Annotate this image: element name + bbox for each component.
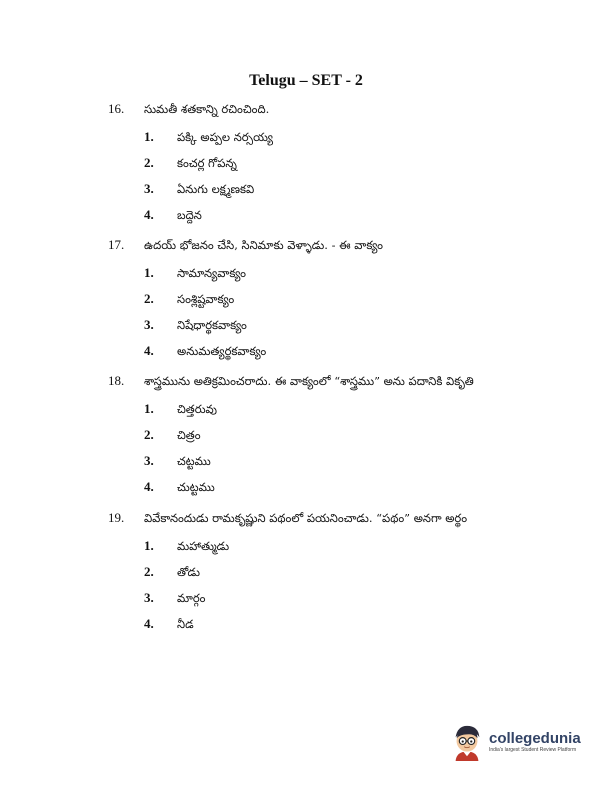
- question-16: [108, 101, 548, 233]
- option-number: 1.: [144, 129, 154, 144]
- option-text: చిత్రం: [177, 428, 201, 442]
- option: [108, 265, 548, 291]
- option-number: 3.: [144, 181, 154, 196]
- option: [108, 616, 548, 642]
- option: [108, 427, 548, 453]
- option: [108, 207, 548, 233]
- option: [108, 291, 548, 317]
- option: [108, 564, 548, 590]
- option-number: 4.: [144, 479, 154, 494]
- option-text: నీడ: [177, 617, 194, 631]
- question-number: 17.: [108, 237, 125, 252]
- option-number: 3.: [144, 317, 154, 332]
- option-text: సామాన్యవాక్యం: [177, 266, 246, 280]
- option-text: తోడు: [177, 565, 200, 579]
- option-text: సంశ్లిష్టవాక్యం: [177, 292, 235, 306]
- question-number: 16.: [108, 101, 125, 116]
- logo-name: collegedunia: [489, 729, 581, 747]
- option-number: 4.: [144, 207, 154, 222]
- option-number: 1.: [144, 538, 154, 553]
- question-18: [108, 373, 548, 505]
- question-number: 18.: [108, 373, 125, 388]
- option-text: మార్గం: [177, 591, 206, 605]
- option-number: 1.: [144, 401, 154, 416]
- option: [108, 538, 548, 564]
- question-text: శాస్త్రమును అతిక్రమించరాదు. ఈ వాక్యంలో “శాస్త్రము” అను పదానికి వికృతి: [144, 374, 474, 388]
- question-number: 19.: [108, 510, 125, 525]
- question-17: [108, 237, 548, 369]
- option: [108, 479, 548, 505]
- option-number: 3.: [144, 453, 154, 468]
- option-text: చట్టము: [177, 454, 211, 468]
- option: [108, 155, 548, 181]
- collegedunia-logo: [448, 720, 581, 764]
- option-text: అనుమత్యర్థకవాక్యం: [177, 344, 267, 358]
- option: [108, 129, 548, 155]
- option-number: 2.: [144, 427, 154, 442]
- option-text: పక్కి అప్పల నర్సయ్య: [177, 130, 273, 144]
- option: [108, 401, 548, 427]
- option-number: 4.: [144, 616, 154, 631]
- question-text: సుమతీ శతకాన్ని రచించింది.: [144, 102, 270, 116]
- page-title: Telugu – SET - 2: [249, 72, 363, 89]
- option: [108, 453, 548, 479]
- option-text: కంచర్ల గోపన్న: [177, 156, 237, 170]
- option-number: 2.: [144, 291, 154, 306]
- question-text: ఉదయ్ భోజనం చేసి, సినిమాకు వెళ్ళాడు. - ఈ వాక్యం: [144, 238, 383, 252]
- option-number: 3.: [144, 590, 154, 605]
- option: [108, 317, 548, 343]
- option-number: 2.: [144, 155, 154, 170]
- option-text: ఏనుగు లక్ష్మణకవి: [177, 182, 255, 196]
- option-number: 1.: [144, 265, 154, 280]
- option-text: బద్దెన: [177, 208, 202, 222]
- student-mascot-icon: [448, 722, 486, 762]
- option: [108, 590, 548, 616]
- option-text: చిత్తరువు: [177, 402, 218, 416]
- logo-tagline: India's largest Student Review Platform: [489, 746, 577, 753]
- option-text: మహాత్ముడు: [177, 539, 230, 553]
- option-text: చుట్టము: [177, 480, 215, 494]
- option: [108, 343, 548, 369]
- question-text: వివేకానందుడు రామకృష్ణుని పథంలో పయనించాడు. “పథం” అనగా అర్థం: [144, 511, 468, 525]
- question-19: [108, 510, 548, 642]
- option-number: 2.: [144, 564, 154, 579]
- option-number: 4.: [144, 343, 154, 358]
- option: [108, 181, 548, 207]
- option-text: నిషేధార్థకవాక్యం: [177, 318, 247, 332]
